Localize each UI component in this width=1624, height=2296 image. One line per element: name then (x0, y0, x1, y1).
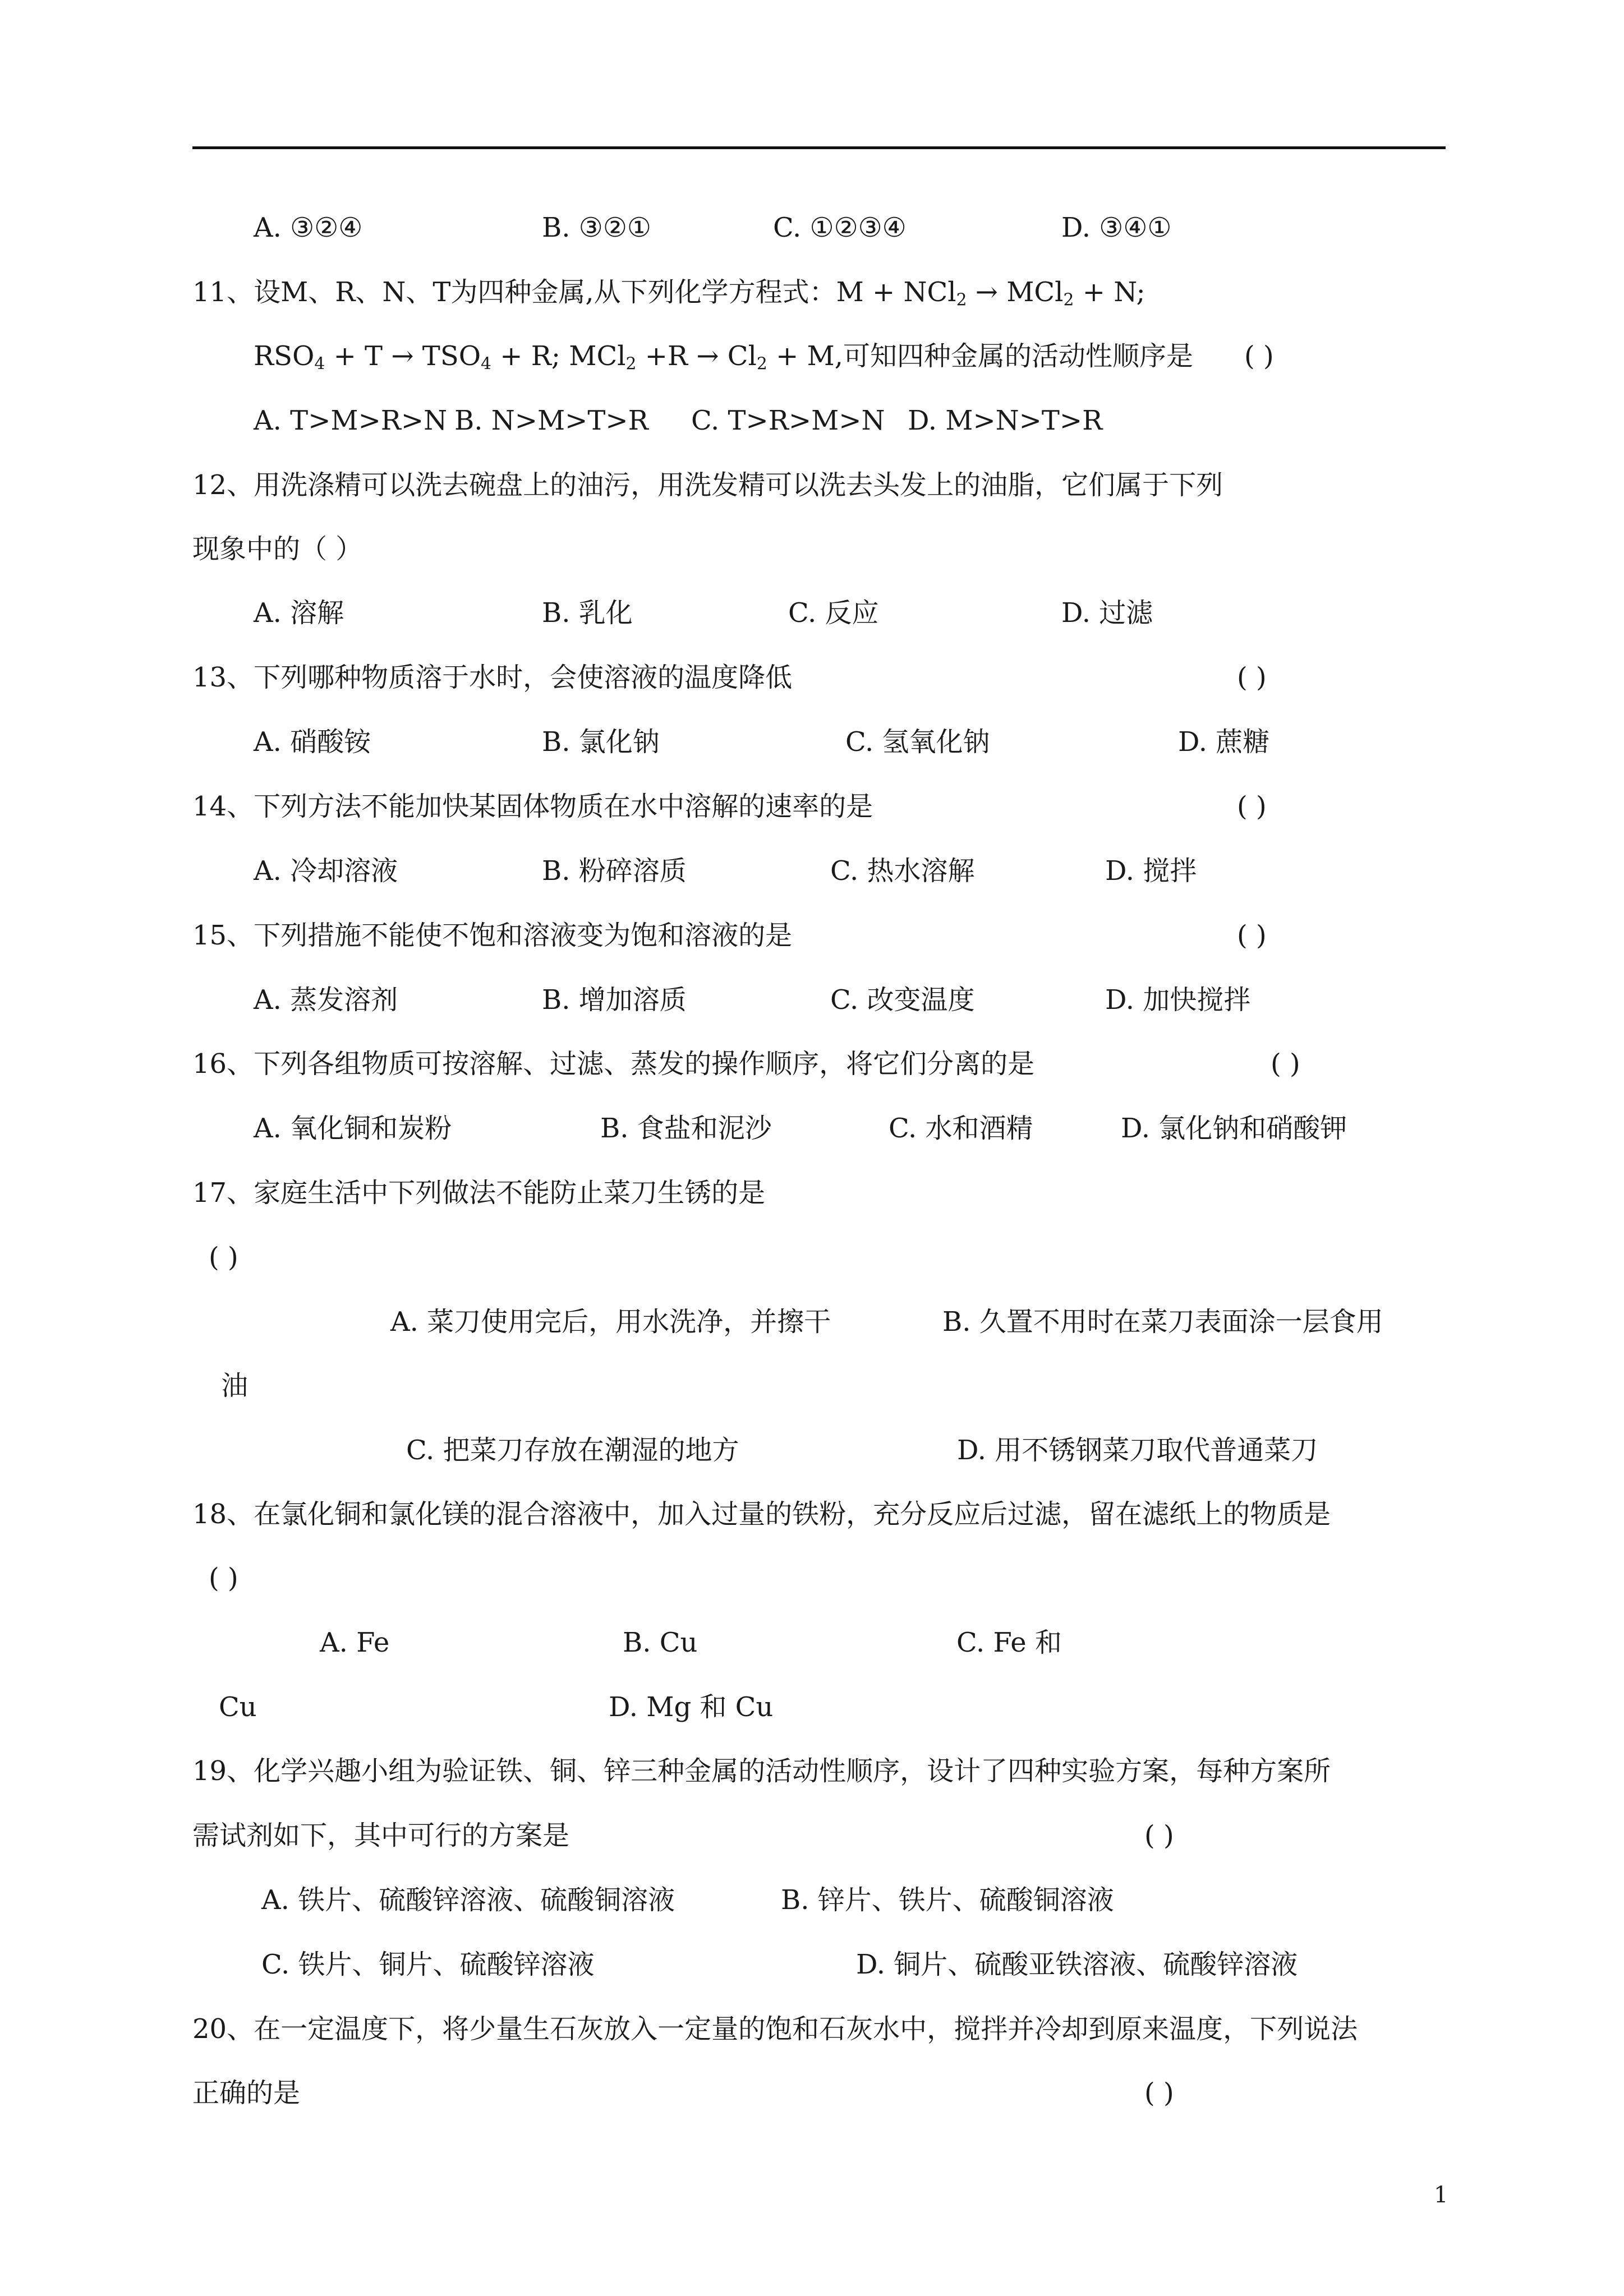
q11-option-b: B. N>M>T>R (454, 405, 648, 436)
q19-stem-line1: 19、化学兴趣小组为验证铁、铜、锌三种金属的活动性顺序，设计了四种实验方案，每种方案所 (192, 1755, 1331, 1787)
q13-stem: 13、下列哪种物质溶于水时，会使溶液的温度降低 (192, 662, 793, 693)
q14-answer-bracket: ( ) (1237, 791, 1267, 822)
q18-option-c-continued: Cu (219, 1691, 257, 1723)
q13-option-c: C. 氢氧化钠 (845, 726, 990, 758)
page-number: 1 (1434, 2182, 1448, 2208)
q14-stem: 14、下列方法不能加快某固体物质在水中溶解的速率的是 (192, 791, 873, 822)
q11-stem-line2: $RSO_4 + T \to TSO_4 + R$; $MCl_2 +R \to Cl_2 + M$,可知四种金属的活动性顺序是 (254, 340, 1193, 374)
q16-option-d: D. 氯化钠和硝酸钾 (1121, 1113, 1347, 1144)
q11-option-c: C. T>R>M>N (691, 405, 885, 436)
q19-option-d: D. 铜片、硫酸亚铁溶液、硫酸锌溶液 (856, 1949, 1298, 1980)
header-rule (192, 146, 1446, 149)
q17-option-c: C. 把菜刀存放在潮湿的地方 (406, 1435, 739, 1466)
q12-stem-line1: 12、用洗涤精可以洗去碗盘上的油污，用洗发精可以洗去头发上的油脂，它们属于下列 (192, 469, 1223, 501)
q16-option-b: B. 食盐和泥沙 (600, 1113, 772, 1144)
q16-option-c: C. 水和酒精 (889, 1113, 1033, 1144)
q19-stem-line2: 需试剂如下，其中可行的方案是 (192, 1820, 570, 1851)
q13-option-a: A. 硝酸铵 (254, 726, 371, 758)
q10-option-c: C. ①②③④ (773, 212, 907, 243)
q12-option-a: A. 溶解 (254, 597, 344, 629)
q12-stem-line2: 现象中的（ ） (192, 533, 363, 565)
q16-option-a: A. 氧化铜和炭粉 (254, 1113, 452, 1144)
q19-option-c: C. 铁片、铜片、硫酸锌溶液 (261, 1949, 595, 1980)
q15-option-c: C. 改变温度 (830, 984, 975, 1016)
q17-answer-bracket: ( ) (209, 1242, 238, 1273)
q17-stem: 17、家庭生活中下列做法不能防止菜刀生锈的是 (192, 1177, 766, 1209)
q15-option-d: D. 加快搅拌 (1105, 984, 1251, 1016)
q15-stem: 15、下列措施不能使不饱和溶液变为饱和溶液的是 (192, 920, 793, 951)
q10-option-d: D. ③④① (1061, 212, 1172, 243)
q18-option-c: C. Fe 和 (956, 1627, 1062, 1658)
q20-answer-bracket: ( ) (1144, 2077, 1174, 2109)
q14-option-a: A. 冷却溶液 (254, 855, 398, 887)
q11-option-d: D. M>N>T>R (908, 405, 1103, 436)
q13-option-d: D. 蔗糖 (1178, 726, 1270, 758)
q17-option-d: D. 用不锈钢菜刀取代普通菜刀 (957, 1435, 1318, 1466)
q12-option-c: C. 反应 (788, 597, 879, 629)
q14-option-d: D. 搅拌 (1105, 855, 1197, 887)
q16-stem: 16、下列各组物质可按溶解、过滤、蒸发的操作顺序，将它们分离的是 (192, 1048, 1035, 1080)
q19-answer-bracket: ( ) (1144, 1820, 1174, 1851)
q14-option-c: C. 热水溶解 (830, 855, 975, 887)
q12-option-b: B. 乳化 (542, 597, 633, 629)
q10-option-a: A. ③②④ (254, 212, 363, 243)
q20-stem-line2: 正确的是 (192, 2077, 301, 2109)
q18-stem: 18、在氯化铜和氯化镁的混合溶液中，加入过量的铁粉，充分反应后过滤，留在滤纸上的物质是 (192, 1499, 1331, 1530)
q13-option-b: B. 氯化钠 (542, 726, 660, 758)
q15-option-b: B. 增加溶质 (542, 984, 687, 1016)
q11-answer-bracket: ( ) (1244, 340, 1274, 372)
q13-answer-bracket: ( ) (1237, 662, 1267, 693)
q18-option-d: D. Mg 和 Cu (609, 1691, 774, 1723)
q19-option-a: A. 铁片、硫酸锌溶液、硫酸铜溶液 (261, 1884, 675, 1916)
q17-option-a: A. 菜刀使用完后，用水洗净，并擦干 (390, 1306, 831, 1338)
q10-option-b: B. ③②① (542, 212, 651, 243)
q14-option-b: B. 粉碎溶质 (542, 855, 687, 887)
q17-option-b: B. 久置不用时在菜刀表面涂一层食用 (942, 1306, 1383, 1338)
q15-answer-bracket: ( ) (1237, 920, 1267, 951)
q15-option-a: A. 蒸发溶剂 (254, 984, 398, 1016)
q20-stem-line1: 20、在一定温度下，将少量生石灰放入一定量的饱和石灰水中，搅拌并冷却到原来温度，下列说法 (192, 2013, 1358, 2045)
q18-answer-bracket: ( ) (209, 1562, 238, 1594)
q17-option-b-continued: 油 (221, 1370, 249, 1401)
q11-option-a: A. T>M>R>N (254, 405, 448, 436)
q11-stem: 11、设M、R、N、T为四种金属,从下列化学方程式：M + NCl$_2$ → MCl$_2$ + N; (192, 276, 1145, 310)
q16-answer-bracket: ( ) (1271, 1048, 1300, 1080)
q18-option-a: A. Fe (320, 1627, 390, 1658)
q19-option-b: B. 锌片、铁片、硫酸铜溶液 (781, 1884, 1114, 1916)
q12-option-d: D. 过滤 (1061, 597, 1153, 629)
q18-option-b: B. Cu (623, 1627, 698, 1658)
